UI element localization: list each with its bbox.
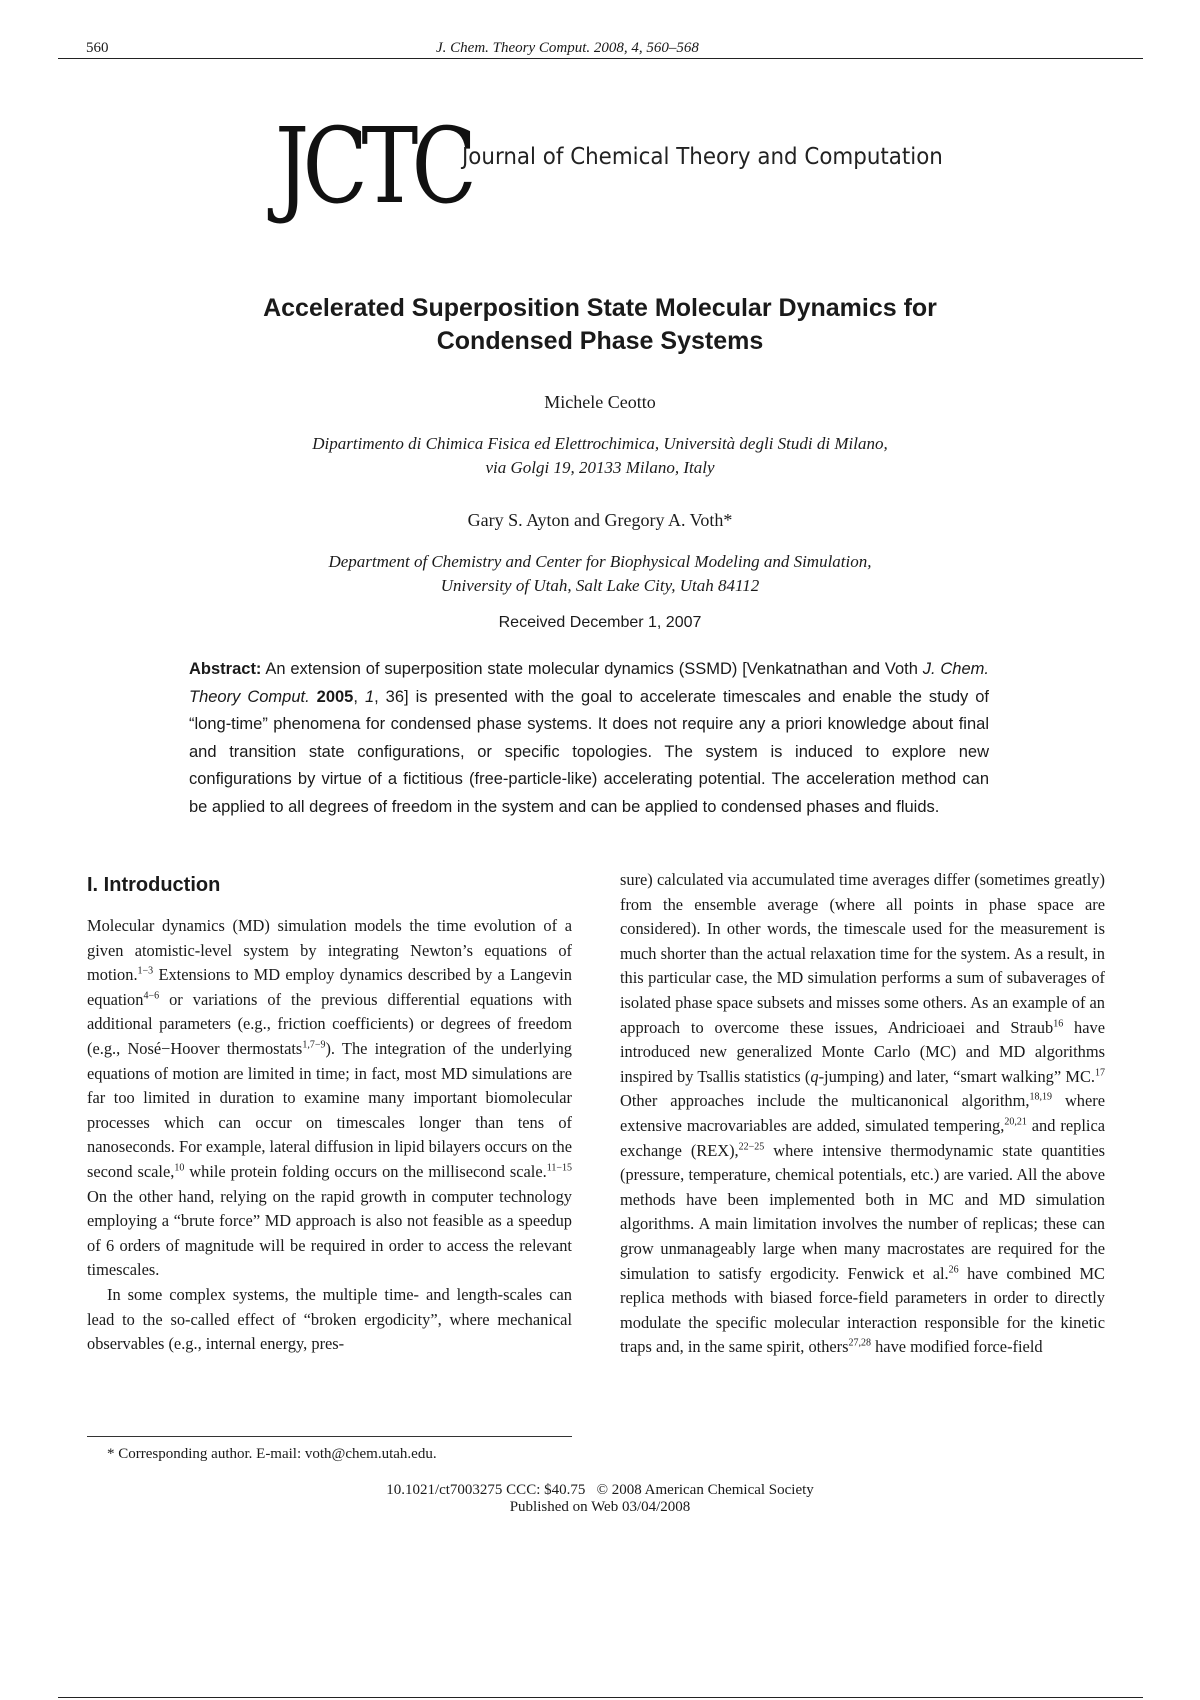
text-run: and replica exchange (REX), [620, 1115, 1105, 1160]
text-run: Molecular dynamics (MD) simulation models the time evolution of a given atomistic-level system by integrating Newton’s equations of motion. [87, 916, 572, 985]
journal-logo-letters: JCTC [275, 105, 471, 227]
corresponding-author-footnote: * Corresponding author. E-mail: voth@chem.utah.edu. [107, 1446, 437, 1462]
reference-citation: 18,19 [1029, 1091, 1052, 1103]
reference-citation: 1,7−9 [302, 1039, 326, 1051]
abstract-journal: J. Chem. Theory Comput. [189, 660, 989, 706]
affiliation-1 [200, 432, 1000, 480]
doi-copyright: 10.1021/ct7003275 CCC: $40.75 © 2008 American Chemical Society [386, 1482, 814, 1498]
reference-citation: 27,28 [848, 1337, 872, 1349]
affiliation-2 [200, 550, 1000, 598]
text-run: -jumping) and later, “smart walking” MC. [818, 1066, 1096, 1086]
affiliation-2-line-2: University of Utah, Salt Lake City, Utah 84112 [440, 576, 760, 595]
section-heading: I. Introduction [87, 874, 221, 896]
journal-name: Journal of Chemical Theory and Computation [462, 144, 943, 170]
reference-citation: 11−15 [546, 1162, 572, 1174]
reference-citation: 4−6 [143, 990, 160, 1002]
intro-paragraph-2: In some complex systems, the multiple time- and length-scales can lead to the so-called effect of “broken ergodicity”, where mechanical observables (e.g., internal energy, pres- [87, 1284, 572, 1354]
received-date: Received December 1, 2007 [498, 614, 702, 631]
author-1: Michele Ceotto [544, 392, 656, 412]
text-run: On the other hand, relying on the rapid growth in computer technology employing a “brute force” MD approach is also not feasible as a speedup of 6 orders of magnitude will be required in order to access the relevant timescales. [87, 1186, 572, 1280]
abstract: Abstract: An extension of superposition state molecular dynamics (SSMD) [Venkatnathan and Voth J. Chem. Theory Comput. 2005, 1, 36] is presented with the goal to accelerate timescales and enable the study of “long-time” phenomena for condensed phase systems. It does not require any a priori knowledge about final and transition state configurations, or specific topologies. The system is induced to explore new configurations by virtue of a fictitious (free-particle-like) accelerating potential. The acceleration method can be applied to all degrees of freedom in the system and can be applied to condensed phases and fluids. [189, 660, 989, 816]
running-head: J. Chem. Theory Comput. 2008, 4, 560–568 [436, 40, 699, 56]
text-run: where intensive thermodynamic state quantities (pressure, temperature, chemical potentials, etc.) are varied. All the above methods have been implemented both in MC and MD simulation algorithms. A main limitation involves the number of replicas; these can grow unmanageably large when many macrostates are required for the simulation to satisfy ergodicity. Fenwick et al. [620, 1140, 1105, 1283]
right-column [620, 868, 1105, 1360]
reference-citation: 16 [1053, 1018, 1064, 1030]
title-line-2: Condensed Phase Systems [436, 327, 764, 355]
reference-citation: 10 [174, 1162, 185, 1174]
published-date: Published on Web 03/04/2008 [509, 1499, 691, 1515]
text-run: sure) calculated via accumulated time averages differ (sometimes greatly) from the ensemble average (where all points in phase space are considered). In other words, the timescale used for the measurement is much shorter than the actual relaxation time for the system. As a result, in this particular case, the MD simulation performs a sum of subaverages of isolated phase space subsets and misses some others. As an example of an approach to overcome these issues, Andricioaei and Straub [620, 870, 1105, 1037]
abstract-label: Abstract: [189, 660, 262, 678]
page-number: 560 [86, 40, 109, 56]
q-symbol: q [810, 1066, 819, 1086]
reference-citation: 1−3 [137, 965, 154, 977]
text-run: Extensions to MD employ dynamics described by a Langevin equation [87, 965, 572, 1009]
article-title [200, 292, 1000, 358]
left-column [87, 872, 572, 1357]
reference-citation: 17 [1095, 1067, 1106, 1079]
bottom-divider [58, 1697, 1143, 1698]
text-run: while protein folding occurs on the millisecond scale. [184, 1161, 547, 1181]
author-2: Gary S. Ayton and Gregory A. Voth* [467, 510, 733, 530]
text-run: have introduced new generalized Monte Carlo (MC) and MD algorithms inspired by Tsallis statistics ( [620, 1017, 1105, 1086]
text-run: have modified force-field [871, 1337, 1043, 1357]
footnote-divider [87, 1436, 572, 1437]
reference-citation: 22−25 [738, 1141, 765, 1153]
text-run: Other approaches include the multicanonical algorithm, [620, 1091, 1030, 1111]
text-run: or variations of the previous differential equations with additional parameters (e.g., friction coefficients) or degrees of freedom (e.g., Nosé−Hoover thermostats [87, 989, 572, 1058]
affiliation-1-line-2: via Golgi 19, 20133 Milano, Italy [485, 458, 715, 477]
abstract-year: 2005 [316, 687, 354, 706]
affiliation-1-line-1: Dipartimento di Chimica Fisica ed Elettrochimica, Università degli Studi di Milano, [312, 434, 888, 453]
title-line-1: Accelerated Superposition State Molecular Dynamics for [263, 294, 937, 322]
reference-citation: 20,21 [1004, 1116, 1027, 1128]
text-run: where extensive macrovariables are added, simulated tempering, [620, 1091, 1105, 1135]
intro-paragraph-1 [87, 914, 572, 1283]
abstract-volume: 1 [364, 687, 375, 706]
reference-citation: 26 [948, 1264, 959, 1276]
journal-logo [275, 105, 943, 228]
intro-paragraph-2-continued [620, 868, 1105, 1360]
text-run: ). The integration of the underlying equations of motion are limited in time; in fact, most MD simulations are far too limited in duration to examine many important biomolecular processes which can occur on timescales longer than tens of nanoseconds. For example, lateral diffusion in lipid bilayers occurs on the second scale, [87, 1038, 572, 1181]
publication-info [300, 1482, 900, 1516]
running-header [58, 38, 1143, 59]
abstract-text-a: An extension of superposition state molecular dynamics (SSMD) [Venkatnathan and Voth [265, 660, 923, 678]
text-run: have combined MC replica methods with biased force-field parameters in order to directly modulate the specific molecular interaction responsible for the kinetic traps and, in the same spirit, others [620, 1263, 1105, 1357]
abstract-text-b: , 36] is presented with the goal to accelerate timescales and enable the study of “long-time” phenomena for condensed phase systems. It does not require any a priori knowledge about final and transition state configurations, or specific topologies. The system is induced to explore new configurations by virtue of a fictitious (free-particle-like) accelerating potential. The acceleration method can be applied to all degrees of freedom in the system and can be applied to condensed phases and fluids. [189, 687, 989, 816]
affiliation-2-line-1: Department of Chemistry and Center for Biophysical Modeling and Simulation, [328, 552, 872, 571]
